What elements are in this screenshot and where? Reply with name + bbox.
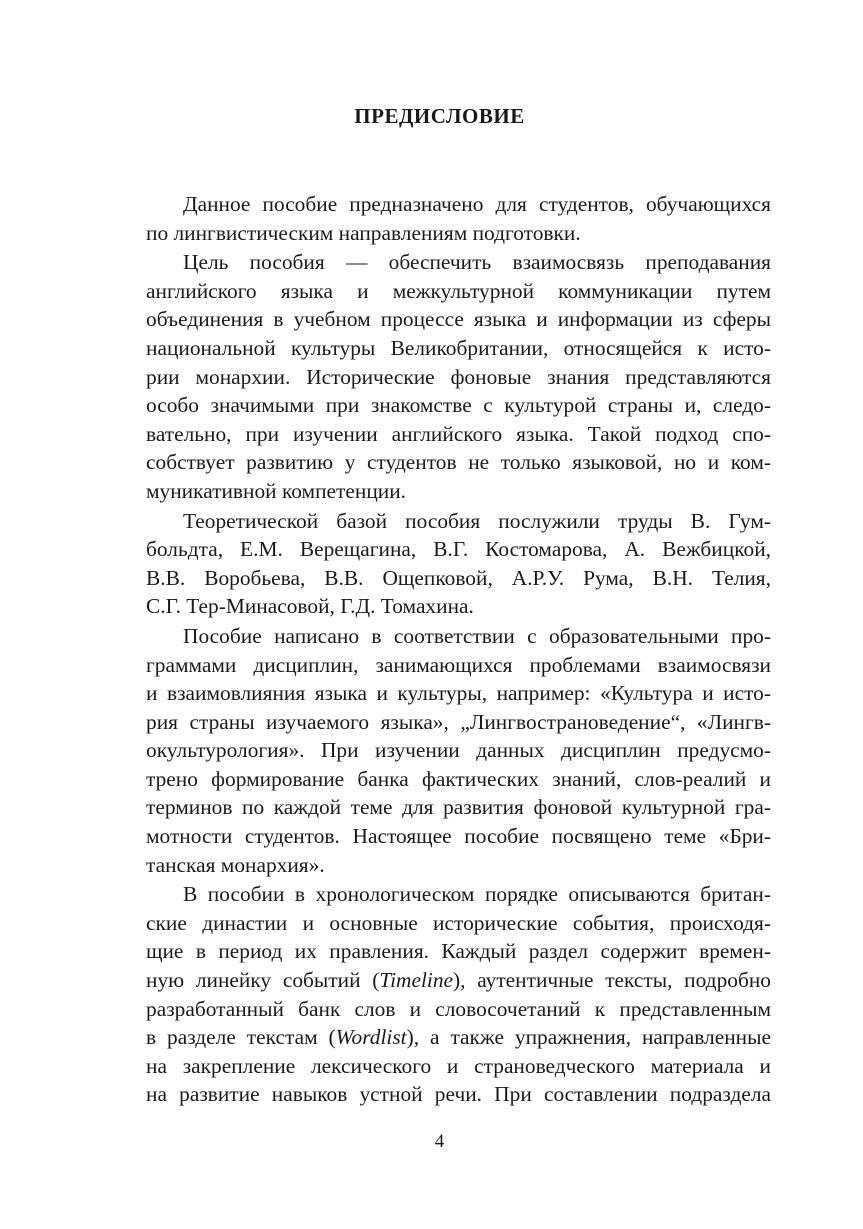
paragraph-1 — [109, 190, 771, 247]
italic-term-wordlist: Wordlist — [335, 1025, 407, 1050]
text-line: и взаимовлияния языка и культуры, например: «Культура и исто- — [146, 681, 771, 706]
text-line: ские династии и основные исторические события, происходя- — [146, 910, 771, 935]
text-line: английского языка и межкультурной коммуникации путем — [146, 278, 771, 303]
text-line: на закрепление лексического и страноведческого материала и — [146, 1053, 771, 1078]
text-line: муникативной компетенции. — [146, 478, 407, 503]
text-line: Теоретической базой пособия послужили труды В. Гум- — [183, 508, 771, 533]
paragraph-4 — [109, 622, 771, 879]
paragraph-5 — [109, 880, 771, 1109]
text-line: вательно, при изучении английского языка. Такой подход спо- — [146, 421, 771, 446]
text-segment: ), а также упражнения, направленные — [406, 1025, 771, 1050]
text-line: Цель пособия — обеспечить взаимосвязь преподавания — [183, 250, 771, 275]
text-line: на развитие навыков устной речи. При составлении подраздела — [146, 1082, 771, 1107]
preface-body — [109, 190, 771, 1109]
text-line: В.В. Воробьева, В.В. Ощепковой, А.Р.У. Рума, В.Н. Телия, — [146, 565, 771, 590]
page-number: 4 — [434, 1131, 445, 1152]
paragraph-2 — [109, 248, 771, 505]
text-line: С.Г. Тер-Минасовой, Г.Д. Томахина. — [146, 594, 474, 619]
page-title: ПРЕДИСЛОВИЕ — [354, 104, 525, 128]
italic-term-timeline: Timeline — [379, 968, 454, 993]
text-line: рия страны изучаемого языка», „Лингвострановедение“, «Лингв- — [146, 709, 771, 734]
text-line: трено формирование банка фактических знаний, слов-реалий и — [146, 766, 771, 791]
text-line: граммами дисциплин, занимающихся проблемами взаимосвязи — [146, 652, 771, 677]
text-line-with-italic — [109, 1023, 771, 1052]
text-segment: ), аутентичные тексты, подробно — [453, 968, 771, 993]
text-line: больдта, Е.М. Верещагина, В.Г. Костомарова, А. Вежбицкой, — [146, 537, 771, 562]
text-line: особо значимыми при знакомстве с культурой страны и, следо- — [146, 393, 771, 418]
text-line: по лингвистическим направлениям подготовки. — [146, 220, 581, 245]
text-line: собствует развитию у студентов не только языковой, но и ком- — [146, 450, 771, 475]
text-line: В пособии в хронологическом порядке описываются британ- — [183, 882, 771, 907]
text-line: Пособие написано в соответствии с образовательными про- — [183, 623, 771, 648]
text-line: национальной культуры Великобритании, относящейся к исто- — [146, 335, 771, 360]
text-line: танская монархия». — [146, 852, 325, 877]
paragraph-3 — [109, 507, 771, 621]
text-line: терминов по каждой теме для развития фоновой культурной гра- — [146, 795, 771, 820]
text-line-with-italic — [109, 966, 771, 995]
text-line: разработанный банк слов и словосочетаний к представленным — [146, 996, 771, 1021]
text-line: щие в период их правления. Каждый раздел содержит времен- — [146, 939, 771, 964]
text-segment: ную линейку событий ( — [146, 968, 380, 993]
text-line: мотности студентов. Настоящее пособие посвящено теме «Бри- — [146, 824, 771, 849]
text-line: окультурология». При изучении данных дисциплин предусмо- — [146, 738, 771, 763]
text-line: объединения в учебном процессе языка и информации из сферы — [146, 307, 771, 332]
text-line: Данное пособие предназначено для студентов, обучающихся — [183, 192, 771, 216]
text-line: рии монархии. Исторические фоновые знания представляются — [146, 364, 771, 389]
text-segment: в разделе текстам ( — [146, 1025, 336, 1050]
